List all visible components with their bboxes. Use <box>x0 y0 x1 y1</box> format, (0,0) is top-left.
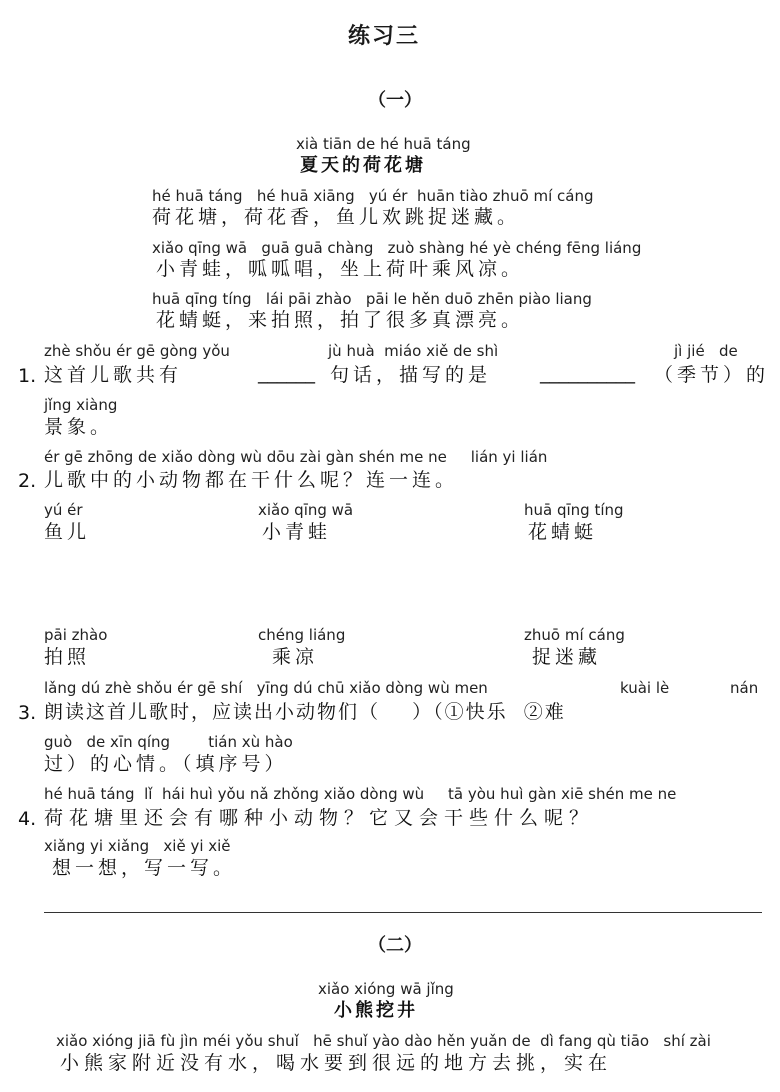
animal-pinyin: huā qīng tíng <box>524 501 624 519</box>
q1-text-a: 这首儿歌共有 <box>44 364 183 386</box>
page-title: 练习三 <box>348 24 421 49</box>
action-chengliang[interactable]: 乘凉 <box>272 646 319 668</box>
story-line-pinyin: xiǎo xióng jiā fù jìn méi yǒu shuǐ hē shuǐ yào dào hěn yuǎn de dì fang qù tiāo shí zài <box>56 1032 711 1050</box>
animal-xiaoqingwa[interactable]: 小青蛙 <box>262 521 332 543</box>
q3-pinyin-a: lǎng dú zhè shǒu ér gē shí yīng dú chū xiǎo dòng wù men <box>44 679 488 697</box>
section-divider <box>44 912 762 913</box>
action-paizhao[interactable]: 拍照 <box>44 646 91 668</box>
q1-answer-blank-count[interactable]: ______ <box>258 362 315 384</box>
poem-line: 小青蛙，呱呱唱，坐上荷叶乘风凉。 <box>156 258 525 280</box>
animal-pinyin: xiǎo qīng wā <box>258 501 354 519</box>
action-zhuomicang[interactable]: 捉迷藏 <box>532 646 602 668</box>
q4-text-a: 荷花塘里还会有哪种小动物？它又会干些什么呢？ <box>44 807 595 829</box>
story-line: 小熊家附近没有水，喝水要到很远的地方去挑，实在 <box>60 1052 613 1074</box>
section-label-1: （一） <box>368 90 422 111</box>
q1-text-b: 句话，描写的是 <box>330 364 492 386</box>
q3-pinyin-b: kuài lè <box>620 679 670 697</box>
poem-title-pinyin: xià tiān de hé huā táng <box>296 135 471 153</box>
poem-line-pinyin: xiǎo qīng wā guā guā chàng zuò shàng hé yè chéng fēng liáng <box>152 239 642 257</box>
story-title: 小熊挖井 <box>334 1000 418 1021</box>
question-number-1: 1. <box>18 365 37 387</box>
action-pinyin: zhuō mí cáng <box>524 626 625 644</box>
q4-pinyin-a: hé huā táng lǐ hái huì yǒu nǎ zhǒng xiǎo dòng wù tā yòu huì gàn xiē shén me ne <box>44 785 677 803</box>
poem-line-pinyin: hé huā táng hé huā xiāng yú ér huān tiào zhuō mí cáng <box>152 187 594 205</box>
q4-text-b: 想一想，写一写。 <box>52 857 237 879</box>
q4-pinyin-b: xiǎng yi xiǎng xiě yi xiě <box>44 837 231 855</box>
action-pinyin: chéng liáng <box>258 626 346 644</box>
q1-pinyin-a: zhè shǒu ér gē gòng yǒu <box>44 342 230 360</box>
q3-pinyin-c: nán <box>730 679 759 697</box>
q1-pinyin-c: jì jié de <box>674 342 738 360</box>
q3-pinyin-d: guò de xīn qíng tián xù hào <box>44 733 293 751</box>
question-number-4: 4. <box>18 808 37 830</box>
q3-text-a: 朗读这首儿歌时，应读出小动物们（ ）（①快乐 ②难 <box>44 701 566 723</box>
animal-yuer[interactable]: 鱼儿 <box>44 521 91 543</box>
animal-pinyin: yú ér <box>44 501 83 519</box>
q1-pinyin-d: jǐng xiàng <box>44 396 118 414</box>
poem-line: 花蜻蜓，来拍照，拍了很多真漂亮。 <box>156 309 525 331</box>
q1-text-d: 景象。 <box>44 416 114 438</box>
animal-huaqingting[interactable]: 花蜻蜓 <box>528 521 598 543</box>
poem-line-pinyin: huā qīng tíng lái pāi zhào pāi le hěn duō zhēn piào liang <box>152 290 592 308</box>
q1-pinyin-b: jù huà miáo xiě de shì <box>328 342 499 360</box>
q3-text-d: 过）的心情。（填序号） <box>44 753 288 775</box>
q1-answer-blank-season[interactable]: __________ <box>540 362 635 384</box>
q2-text: 儿歌中的小动物都在干什么呢？连一连。 <box>44 469 459 491</box>
question-number-2: 2. <box>18 470 37 492</box>
q2-pinyin: ér gē zhōng de xiǎo dòng wù dōu zài gàn shén me ne lián yi lián <box>44 448 548 466</box>
story-title-pinyin: xiǎo xióng wā jǐng <box>318 980 454 998</box>
poem-title: 夏天的荷花塘 <box>300 155 426 176</box>
q1-text-c: （季节）的 <box>654 364 770 386</box>
question-number-3: 3. <box>18 702 37 724</box>
action-pinyin: pāi zhào <box>44 626 108 644</box>
poem-line: 荷花塘，荷花香，鱼儿欢跳捉迷藏。 <box>152 206 521 228</box>
section-label-2: （二） <box>368 935 422 956</box>
